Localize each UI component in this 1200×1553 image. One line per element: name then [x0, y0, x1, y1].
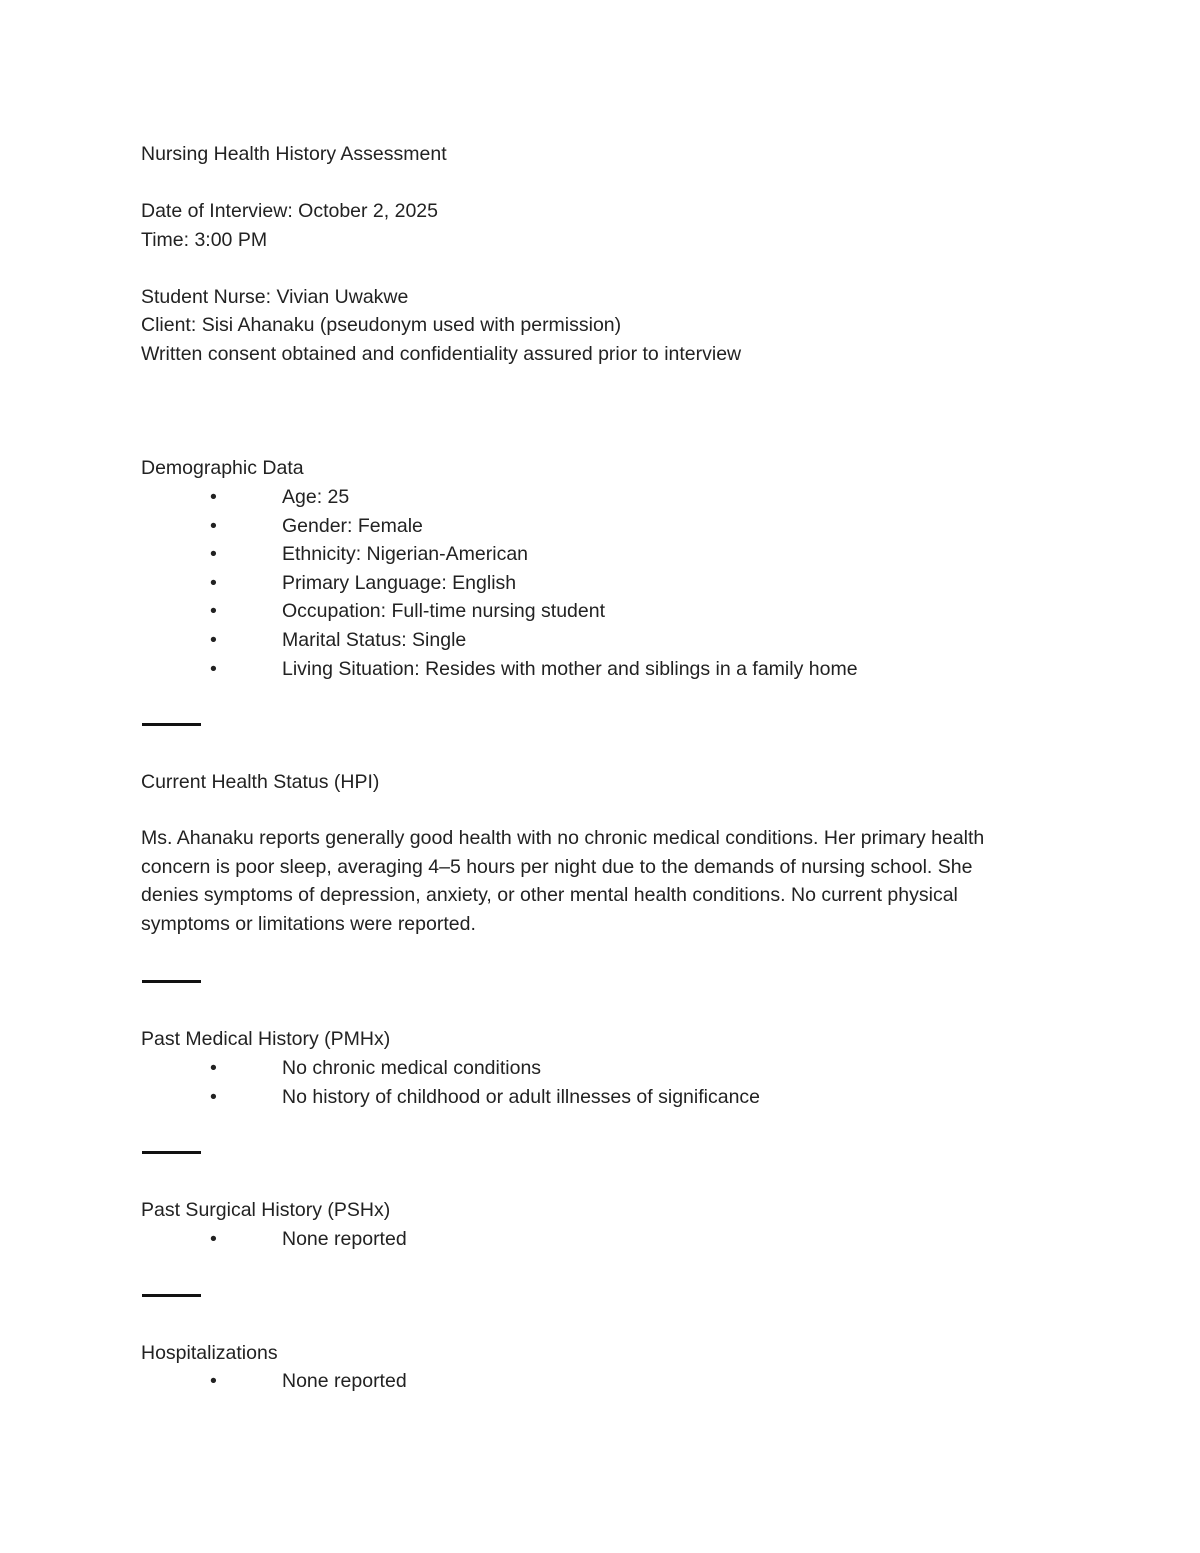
bullet: • [210, 657, 217, 680]
past-surgical-heading: Past Surgical History (PSHx) [141, 1199, 391, 1221]
current-health-heading: Current Health Status (HPI) [141, 771, 380, 793]
demographic-age: Age: 25 [282, 486, 350, 508]
section-divider [142, 980, 201, 983]
demographic-occupation: Occupation: Full-time nursing student [282, 600, 605, 623]
section-divider [142, 1151, 201, 1154]
bullet: • [210, 1085, 217, 1108]
past-surgical-item: None reported [282, 1228, 407, 1250]
bullet: • [210, 514, 217, 537]
bullet: • [210, 600, 217, 623]
demographic-gender: Gender: Female [282, 514, 423, 537]
document-title: Nursing Health History Assessment [141, 143, 447, 165]
client-name: Client: Sisi Ahanaku (pseudonym used with permission) [141, 314, 622, 336]
bullet: • [210, 1228, 217, 1250]
interview-date: Date of Interview: October 2, 2025 [141, 200, 438, 222]
hospitalizations-item: None reported [282, 1370, 407, 1392]
bullet: • [210, 543, 217, 566]
demographic-language: Primary Language: English [282, 571, 517, 594]
section-divider [142, 723, 201, 726]
demographic-heading: Demographic Data [141, 457, 304, 479]
bullet: • [210, 571, 217, 594]
current-health-paragraph: Ms. Ahanaku reports generally good health with no chronic medical conditions. Her primary health concern is poor sleep, averaging 4–5 hours per night due to the demands of nursing school. She denies symptoms of depression, anxiety, or other mental health conditions. No current physical symptoms or limitations were reported. [141, 827, 985, 936]
demographic-marital-status: Marital Status: Single [282, 628, 467, 651]
bullet: • [210, 486, 217, 508]
bullet: • [210, 1057, 217, 1079]
hospitalizations-heading: Hospitalizations [141, 1342, 278, 1364]
student-nurse: Student Nurse: Vivian Uwakwe [141, 286, 409, 308]
past-medical-item: No history of childhood or adult illnesses of significance [282, 1085, 761, 1108]
past-medical-item: No chronic medical conditions [282, 1057, 542, 1079]
past-medical-heading: Past Medical History (PMHx) [141, 1028, 391, 1050]
section-divider [142, 1294, 201, 1297]
demographic-living-situation: Living Situation: Resides with mother and siblings in a family home [282, 657, 858, 680]
bullet: • [210, 1370, 217, 1392]
consent-statement: Written consent obtained and confidentiality assured prior to interview [141, 343, 742, 365]
demographic-ethnicity: Ethnicity: Nigerian-American [282, 543, 529, 566]
bullet: • [210, 628, 217, 651]
interview-time: Time: 3:00 PM [141, 229, 268, 251]
